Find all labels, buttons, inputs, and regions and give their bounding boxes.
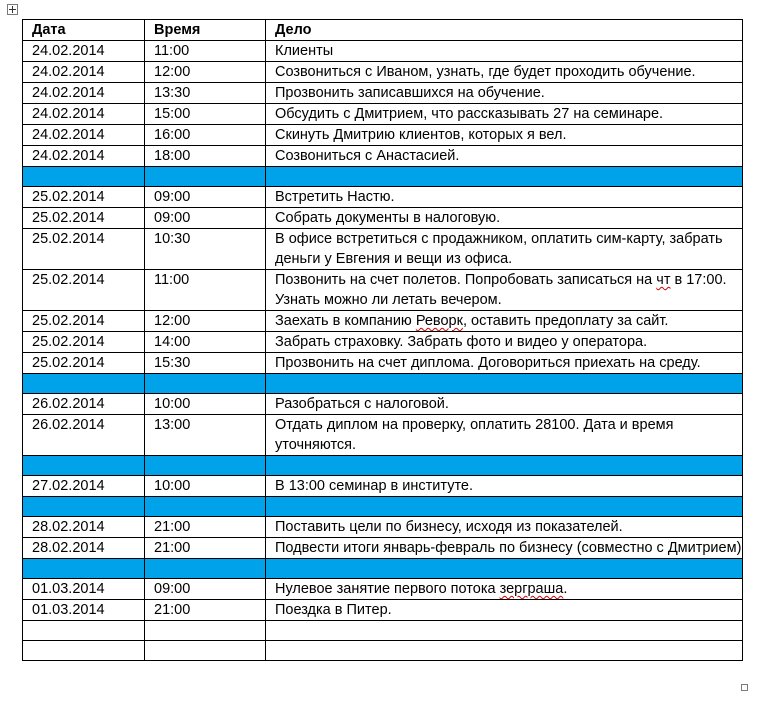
spelling-error-mark[interactable]: Реворк	[415, 313, 463, 329]
table-row	[23, 600, 743, 621]
date-cell[interactable]: 24.02.2014	[23, 41, 145, 62]
empty-cell[interactable]	[23, 641, 145, 661]
date-cell[interactable]: 24.02.2014	[23, 62, 145, 83]
task-cell[interactable]: Обсудить с Дмитрием, что рассказывать 27 на семинаре.	[266, 104, 743, 125]
time-cell[interactable]: 10:00	[145, 394, 266, 415]
table-row	[23, 311, 743, 332]
task-cell[interactable]: Отдать диплом на проверку, оплатить 28100. Дата и время уточняются.	[266, 415, 743, 456]
table-row	[23, 579, 743, 600]
task-cell[interactable]: Нулевое занятие первого потока зерграша.	[266, 579, 743, 600]
table-row	[23, 125, 743, 146]
spelling-error-mark[interactable]: зерграша	[499, 581, 564, 597]
empty-row	[23, 641, 743, 661]
table-row	[23, 415, 743, 456]
separator-cell[interactable]	[266, 456, 743, 476]
task-cell[interactable]: Подвести итоги январь-февраль по бизнесу (совместно с Дмитрием)	[266, 538, 743, 559]
time-cell[interactable]: 21:00	[145, 600, 266, 621]
time-cell[interactable]: 21:00	[145, 517, 266, 538]
task-cell[interactable]: Поездка в Питер.	[266, 600, 743, 621]
task-cell[interactable]: В офисе встретиться с продажником, оплатить сим-карту, забрать деньги у Евгения и вещи из офиса.	[266, 229, 743, 270]
day-separator-row	[23, 456, 743, 476]
separator-cell[interactable]	[23, 374, 145, 394]
table-row	[23, 208, 743, 229]
time-cell[interactable]: 09:00	[145, 208, 266, 229]
date-cell[interactable]: 24.02.2014	[23, 83, 145, 104]
time-cell[interactable]: 12:00	[145, 62, 266, 83]
table-row	[23, 187, 743, 208]
task-cell[interactable]: Созвониться с Анастасией.	[266, 146, 743, 167]
separator-cell[interactable]	[23, 497, 145, 517]
date-cell[interactable]: 24.02.2014	[23, 104, 145, 125]
task-cell[interactable]: Заехать в компанию Реворк, оставить предоплату за сайт.	[266, 311, 743, 332]
day-separator-row	[23, 559, 743, 579]
time-cell[interactable]: 12:00	[145, 311, 266, 332]
date-cell[interactable]: 01.03.2014	[23, 600, 145, 621]
task-cell[interactable]: Созвониться с Иваном, узнать, где будет проходить обучение.	[266, 62, 743, 83]
empty-cell[interactable]	[145, 621, 266, 641]
separator-cell[interactable]	[23, 456, 145, 476]
date-cell[interactable]: 26.02.2014	[23, 394, 145, 415]
time-cell[interactable]: 21:00	[145, 538, 266, 559]
date-cell[interactable]: 25.02.2014	[23, 187, 145, 208]
day-separator-row	[23, 374, 743, 394]
date-cell[interactable]: 28.02.2014	[23, 517, 145, 538]
task-cell[interactable]: Забрать страховку. Забрать фото и видео у оператора.	[266, 332, 743, 353]
header-task: Дело	[266, 20, 743, 41]
empty-cell[interactable]	[23, 621, 145, 641]
time-cell[interactable]: 15:30	[145, 353, 266, 374]
separator-cell[interactable]	[266, 167, 743, 187]
day-separator-row	[23, 497, 743, 517]
table-row	[23, 353, 743, 374]
separator-cell[interactable]	[145, 374, 266, 394]
date-cell[interactable]: 24.02.2014	[23, 146, 145, 167]
task-cell[interactable]: Прозвонить на счет диплома. Договориться приехать на среду.	[266, 353, 743, 374]
separator-cell[interactable]	[23, 167, 145, 187]
time-cell[interactable]: 09:00	[145, 187, 266, 208]
time-cell[interactable]: 14:00	[145, 332, 266, 353]
separator-cell[interactable]	[266, 559, 743, 579]
time-cell[interactable]: 13:30	[145, 83, 266, 104]
date-cell[interactable]: 28.02.2014	[23, 538, 145, 559]
table-row	[23, 332, 743, 353]
date-cell[interactable]: 25.02.2014	[23, 208, 145, 229]
time-cell[interactable]: 10:30	[145, 229, 266, 270]
table-row	[23, 476, 743, 497]
separator-cell[interactable]	[145, 559, 266, 579]
day-separator-row	[23, 167, 743, 187]
table-row	[23, 83, 743, 104]
separator-cell[interactable]	[145, 167, 266, 187]
separator-cell[interactable]	[145, 456, 266, 476]
empty-cell[interactable]	[266, 621, 743, 641]
date-cell[interactable]: 01.03.2014	[23, 579, 145, 600]
separator-cell[interactable]	[23, 559, 145, 579]
time-cell[interactable]: 10:00	[145, 476, 266, 497]
task-cell[interactable]: Встретить Настю.	[266, 187, 743, 208]
header-time: Время	[145, 20, 266, 41]
table-resize-handle-icon[interactable]	[741, 684, 748, 691]
table-move-handle-icon[interactable]	[7, 4, 18, 15]
task-cell[interactable]: Прозвонить записавшихся на обучение.	[266, 83, 743, 104]
task-cell[interactable]: Клиенты	[266, 41, 743, 62]
time-cell[interactable]: 11:00	[145, 41, 266, 62]
schedule-table	[22, 19, 743, 661]
table-row	[23, 538, 743, 559]
table-row	[23, 394, 743, 415]
header-date: Дата	[23, 20, 145, 41]
separator-cell[interactable]	[266, 497, 743, 517]
table-row	[23, 104, 743, 125]
table-row	[23, 270, 743, 311]
time-cell[interactable]: 15:00	[145, 104, 266, 125]
separator-cell[interactable]	[145, 497, 266, 517]
date-cell[interactable]: 25.02.2014	[23, 311, 145, 332]
date-cell[interactable]: 25.02.2014	[23, 270, 145, 311]
table-row	[23, 146, 743, 167]
task-cell[interactable]: Разобраться с налоговой.	[266, 394, 743, 415]
time-cell[interactable]: 13:00	[145, 415, 266, 456]
time-cell[interactable]: 11:00	[145, 270, 266, 311]
spelling-error-mark[interactable]: чт	[656, 272, 671, 288]
empty-cell[interactable]	[266, 641, 743, 661]
separator-cell[interactable]	[266, 374, 743, 394]
time-cell[interactable]: 18:00	[145, 146, 266, 167]
table-row	[23, 41, 743, 62]
date-cell[interactable]: 25.02.2014	[23, 332, 145, 353]
task-cell[interactable]: Поставить цели по бизнесу, исходя из показателей.	[266, 517, 743, 538]
date-cell[interactable]: 26.02.2014	[23, 415, 145, 456]
time-cell[interactable]: 09:00	[145, 579, 266, 600]
date-cell[interactable]: 25.02.2014	[23, 353, 145, 374]
empty-cell[interactable]	[145, 641, 266, 661]
empty-row	[23, 621, 743, 641]
table-header-row	[23, 20, 743, 41]
date-cell[interactable]: 25.02.2014	[23, 229, 145, 270]
time-cell[interactable]: 16:00	[145, 125, 266, 146]
task-cell[interactable]: Собрать документы в налоговую.	[266, 208, 743, 229]
table-row	[23, 517, 743, 538]
date-cell[interactable]: 27.02.2014	[23, 476, 145, 497]
table-row	[23, 62, 743, 83]
task-cell[interactable]: Скинуть Дмитрию клиентов, которых я вел.	[266, 125, 743, 146]
table-row	[23, 229, 743, 270]
date-cell[interactable]: 24.02.2014	[23, 125, 145, 146]
task-cell[interactable]: Позвонить на счет полетов. Попробовать записаться на чт в 17:00. Узнать можно ли летать вечером.	[266, 270, 743, 311]
task-cell[interactable]: В 13:00 семинар в институте.	[266, 476, 743, 497]
